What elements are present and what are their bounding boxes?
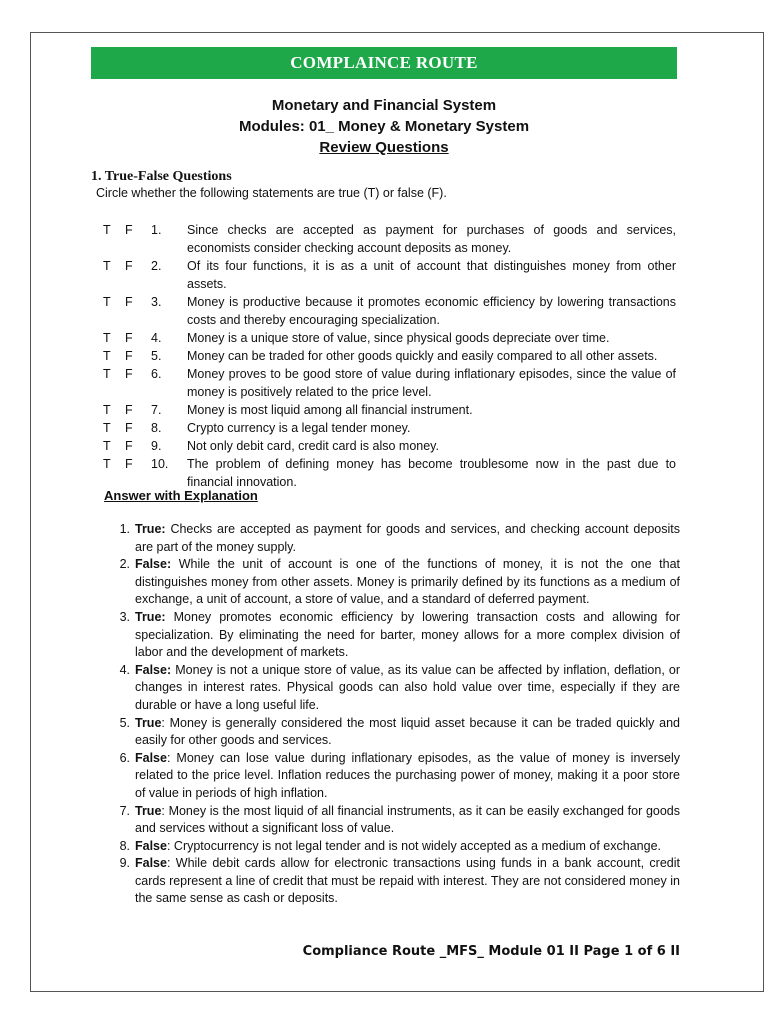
answer-verdict: True: xyxy=(135,522,166,536)
answer-item xyxy=(104,803,680,838)
false-option[interactable]: F xyxy=(125,457,133,471)
answer-verdict: False: xyxy=(135,557,172,572)
tf-question-row xyxy=(96,365,676,401)
answer-explanation: : Money can lose value during inflationary episodes, as the value of money is inversely related to the price level. Inflation reduces the purchasing power of money, making it a poor store of value in periods of high inflation. xyxy=(135,750,680,800)
tf-question-row xyxy=(96,347,676,365)
answer-number: 3. xyxy=(119,609,130,624)
true-option[interactable]: T xyxy=(103,457,111,471)
question-text: Money can be traded for other goods quickly and easily compared to all other assets. xyxy=(187,349,658,363)
true-option[interactable]: T xyxy=(103,403,111,417)
answer-verdict: False xyxy=(135,750,167,765)
answer-number: 2. xyxy=(119,557,130,572)
answer-explanation: : Cryptocurrency is not legal tender and is not widely accepted as a medium of exchange. xyxy=(166,838,661,853)
question-number: 3. xyxy=(151,295,162,309)
answer-number: 9. xyxy=(119,856,130,871)
answer-explanation: Money promotes economic efficiency by lowering transaction costs and allowing for specialization. By eliminating the need for barter, money allows for a more complex division of labor and the development of markets. xyxy=(135,609,680,660)
false-option[interactable]: F xyxy=(125,421,133,435)
answer-item xyxy=(104,609,680,662)
question-number: 10. xyxy=(151,457,169,471)
answer-explanation: : Money is the most liquid of all financial instruments, as it can be easily exchanged for goods and services without a significant loss of value. xyxy=(135,803,680,836)
answer-number: 1. xyxy=(119,522,130,536)
question-text: Money proves to be good store of value during inflationary episodes, since the value of money is positively related to the price level. xyxy=(187,367,676,399)
question-text: Money is a unique store of value, since physical goods depreciate over time. xyxy=(187,331,610,345)
module-title: Modules: 01_ Money & Monetary System xyxy=(238,118,530,135)
answer-text xyxy=(135,609,680,662)
document-title: Monetary and Financial System xyxy=(271,97,497,114)
answer-explanation: Money is not a unique store of value, as its value can be affected by inflation, deflation, or changes in interest rates. Physical goods can also hold value over time, especially if they are durable or have a long useful life. xyxy=(135,662,680,712)
answer-number: 7. xyxy=(119,803,130,818)
page-footer: Compliance Route _MFS_ Module 01 II Page 1 of 6 II xyxy=(302,944,680,959)
true-option[interactable]: T xyxy=(103,223,111,237)
question-number: 7. xyxy=(151,403,162,417)
answer-text xyxy=(135,855,680,908)
answer-verdict: False xyxy=(135,856,167,871)
answer-text xyxy=(135,803,680,838)
question-text: Of its four functions, it is as a unit of account that distinguishes money from other assets. xyxy=(187,259,676,291)
answer-text xyxy=(135,750,680,803)
false-option[interactable]: F xyxy=(125,367,133,381)
question-text: Not only debit card, credit card is also money. xyxy=(187,439,439,453)
instruction-text: Circle whether the following statements are true (T) or false (F). xyxy=(96,186,447,200)
true-option[interactable]: T xyxy=(103,259,111,273)
answer-text xyxy=(135,556,680,609)
answer-verdict: True: xyxy=(135,609,166,624)
tf-question-row xyxy=(96,329,676,347)
question-text: Crypto currency is a legal tender money. xyxy=(187,421,411,435)
tf-question-row xyxy=(96,221,676,257)
answer-item xyxy=(104,750,680,803)
answer-verdict: False xyxy=(135,838,167,853)
false-option[interactable]: F xyxy=(125,439,133,453)
false-option[interactable]: F xyxy=(125,349,133,363)
question-number: 1. xyxy=(151,223,162,237)
answer-item xyxy=(104,855,680,908)
tf-question-row xyxy=(96,437,676,455)
tf-question-row xyxy=(96,401,676,419)
question-text: The problem of defining money has become troublesome now in the past due to financial innovation. xyxy=(187,457,676,489)
false-option[interactable]: F xyxy=(125,259,133,273)
answer-text xyxy=(135,838,680,856)
tf-question-row xyxy=(96,257,676,293)
true-false-list xyxy=(96,221,676,491)
question-number: 8. xyxy=(151,421,162,435)
answer-number: 5. xyxy=(119,715,130,730)
true-option[interactable]: T xyxy=(103,367,111,381)
answer-text xyxy=(135,715,680,750)
false-option[interactable]: F xyxy=(125,331,133,345)
section-title: 1. True-False Questions xyxy=(91,169,232,184)
tf-question-row xyxy=(96,419,676,437)
answer-explanation: While the unit of account is one of the functions of money, it is not the one that distinguishes money from other assets. Money is primarily defined by its functions as a medium of exchange, a unit of account, a store of value, and a standard of deferred payment. xyxy=(135,557,680,607)
answer-list xyxy=(104,521,680,908)
answer-item xyxy=(104,838,680,856)
question-number: 4. xyxy=(151,331,162,345)
question-number: 5. xyxy=(151,349,162,363)
answer-explanation: : While debit cards allow for electronic transactions using funds in a bank account, credit cards represent a line of credit that must be repaid with interest. They are not considered money in the same sense as cash or deposits. xyxy=(135,856,680,906)
true-option[interactable]: T xyxy=(103,421,111,435)
answer-item xyxy=(104,662,680,715)
answer-text xyxy=(135,521,680,556)
question-number: 9. xyxy=(151,439,162,453)
answer-item xyxy=(104,521,680,556)
true-option[interactable]: T xyxy=(103,331,111,345)
answer-item xyxy=(104,556,680,609)
answer-item xyxy=(104,715,680,750)
answer-verdict: True xyxy=(135,803,162,818)
review-questions-heading: Review Questions xyxy=(319,139,449,156)
true-option[interactable]: T xyxy=(103,349,111,363)
true-option[interactable]: T xyxy=(103,295,111,309)
answer-heading: Answer with Explanation xyxy=(104,488,258,503)
answer-verdict: True xyxy=(135,715,162,730)
question-number: 2. xyxy=(151,259,162,273)
question-number: 6. xyxy=(151,367,162,381)
answer-number: 6. xyxy=(119,750,130,765)
false-option[interactable]: F xyxy=(125,223,133,237)
false-option[interactable]: F xyxy=(125,403,133,417)
question-text: Money is most liquid among all financial instrument. xyxy=(187,403,473,417)
answer-verdict: False: xyxy=(135,662,172,677)
banner-title: COMPLAINCE ROUTE xyxy=(91,47,677,79)
question-text: Since checks are accepted as payment for purchases of goods and services, economists consider checking account deposits as money. xyxy=(187,223,676,255)
true-option[interactable]: T xyxy=(103,439,111,453)
answer-number: 4. xyxy=(119,662,130,677)
answer-text xyxy=(135,662,680,715)
tf-question-row xyxy=(96,455,676,491)
question-text: Money is productive because it promotes economic efficiency by lowering transactions costs and thereby encouraging specialization. xyxy=(187,295,676,327)
answer-number: 8. xyxy=(119,838,130,853)
tf-question-row xyxy=(96,293,676,329)
false-option[interactable]: F xyxy=(125,295,133,309)
answer-explanation: : Money is generally considered the most liquid asset because it can be traded quickly and easily for other goods and services. xyxy=(135,715,680,748)
answer-explanation: Checks are accepted as payment for goods and services, and checking account deposits are part of the money supply. xyxy=(135,522,680,554)
